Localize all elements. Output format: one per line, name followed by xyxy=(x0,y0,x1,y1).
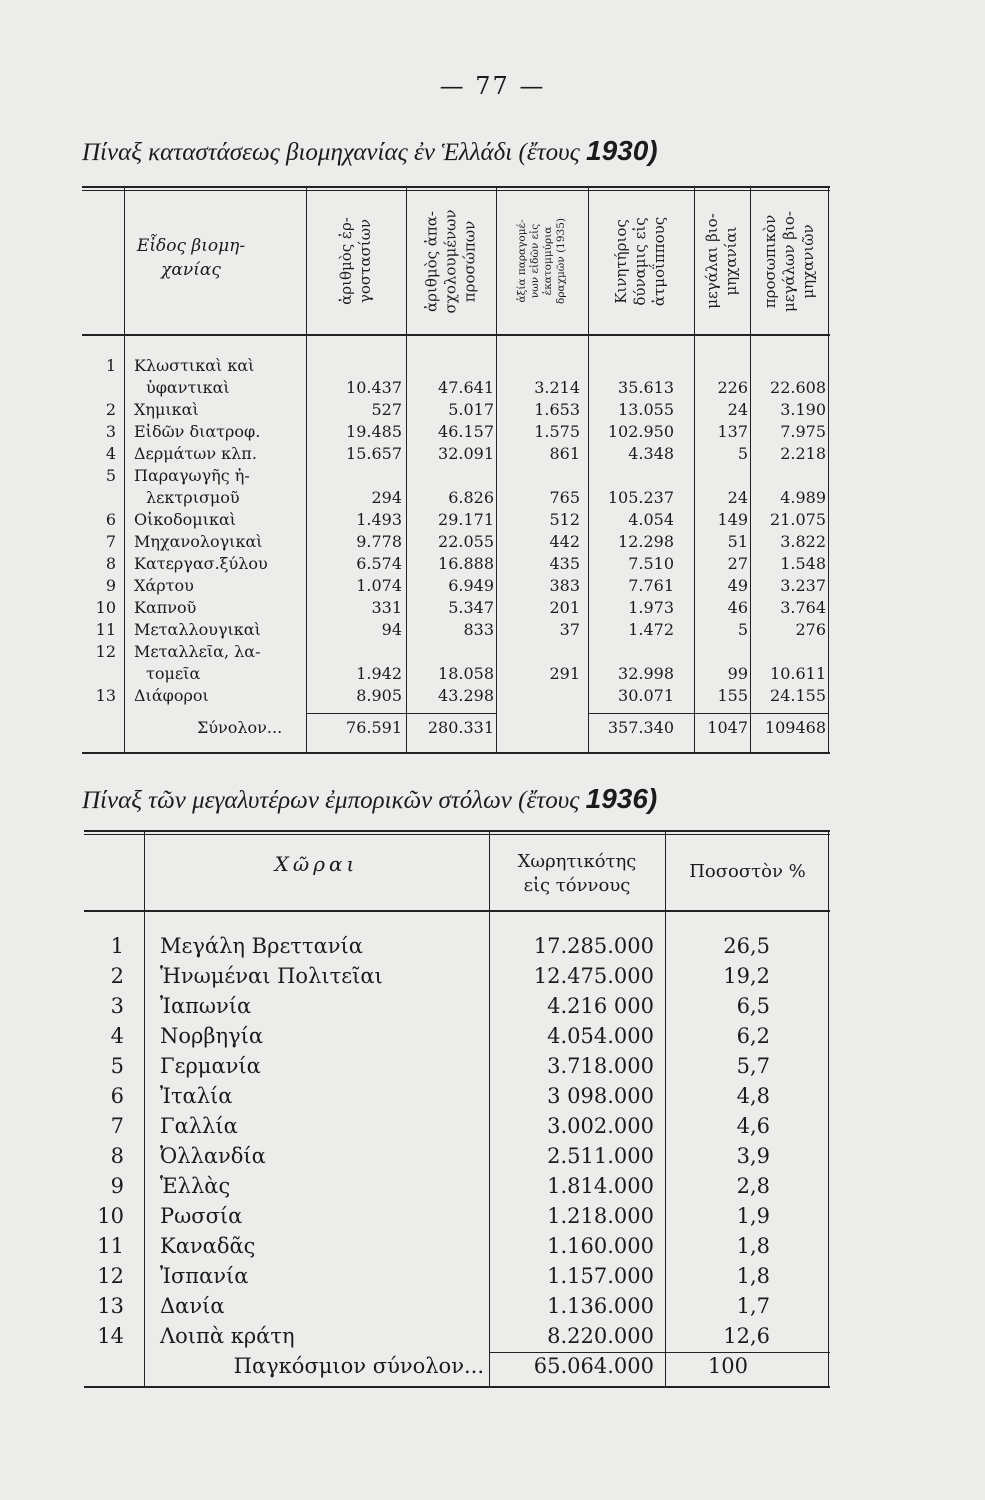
header-value-line4: δραχμῶν (1935) xyxy=(555,218,567,304)
row-country: Ἰαπωνία xyxy=(160,994,252,1018)
row-number: 12 xyxy=(97,1264,124,1288)
header-kind-line1: Εἶδος βιομη- xyxy=(136,236,246,256)
cell-big-personnel: 2.218 xyxy=(780,444,826,463)
row-number: 8 xyxy=(105,554,116,573)
header-capacity-line1: Χωρητικότης xyxy=(517,851,637,872)
table-row xyxy=(84,1174,830,1204)
row-number: 4 xyxy=(105,444,116,463)
cell-percent: 6,2 xyxy=(736,1024,770,1048)
header-industry-kind xyxy=(126,234,256,282)
table-row xyxy=(82,466,830,488)
row-number: 6 xyxy=(105,510,116,529)
cell-big-industries: 24 xyxy=(727,400,748,419)
row-country: Ἰταλία xyxy=(160,1084,233,1108)
row-number: 9 xyxy=(105,576,116,595)
cell-percent: 12,6 xyxy=(723,1324,770,1348)
cell-establishments: 1.493 xyxy=(356,510,402,529)
row-number: 13 xyxy=(95,686,116,705)
cell-capacity: 4.054.000 xyxy=(547,1024,654,1048)
row-number: 11 xyxy=(97,1234,124,1258)
row-country: Ἑλλὰς xyxy=(160,1174,231,1198)
table-row-cont xyxy=(82,378,830,400)
header-persons-line1: ἀριθμὸς ἀπα- xyxy=(422,210,441,312)
row-country: Ἡνωμέναι Πολιτεῖαι xyxy=(160,964,383,988)
row-industry: Παραγωγῆς ἠ- xyxy=(134,466,250,485)
table-row xyxy=(84,934,830,964)
cell-percent: 3,9 xyxy=(736,1144,770,1168)
header-country: Χῶραι xyxy=(274,852,359,876)
cell-big-personnel: 3.190 xyxy=(780,400,826,419)
table-row xyxy=(84,1024,830,1054)
row-industry: Οἰκοδομικαὶ xyxy=(134,510,237,529)
cell-establishments: 15.657 xyxy=(346,444,402,463)
row-country: Γερμανία xyxy=(160,1054,261,1078)
row-industry: Καπνοῦ xyxy=(134,598,197,617)
cell-capacity: 2.511.000 xyxy=(547,1144,654,1168)
total-row xyxy=(84,1354,830,1384)
table-row xyxy=(84,1114,830,1144)
cell-persons: 46.157 xyxy=(438,422,494,441)
cell-percent: 6,5 xyxy=(736,994,770,1018)
cell-establishments: 6.574 xyxy=(356,554,402,573)
table-row xyxy=(82,576,830,598)
cell-big-industries: 226 xyxy=(717,378,748,397)
cell-percent: 1,8 xyxy=(736,1264,770,1288)
row-number: 7 xyxy=(110,1114,124,1138)
cell-big-personnel: 10.611 xyxy=(770,664,826,683)
row-number: 10 xyxy=(95,598,116,617)
header-establishments xyxy=(306,194,406,328)
cell-horsepower: 32.998 xyxy=(618,664,674,683)
table-row xyxy=(82,400,830,422)
header-persons-line2: σχολουμένων xyxy=(441,208,460,314)
cell-horsepower: 13.055 xyxy=(618,400,674,419)
cell-big-personnel: 3.237 xyxy=(780,576,826,595)
industry-table xyxy=(82,186,830,756)
total-label: Σύνολον... xyxy=(197,718,283,737)
row-number: 13 xyxy=(97,1294,124,1318)
row-number: 7 xyxy=(105,532,116,551)
row-number: 8 xyxy=(110,1144,124,1168)
header-hp-line3: ἀτμοΐππους xyxy=(650,216,669,306)
cell-percent: 1,9 xyxy=(736,1204,770,1228)
table-row xyxy=(84,994,830,1024)
row-industry: Χημικαὶ xyxy=(134,400,199,419)
row-number: 1 xyxy=(110,934,124,958)
cell-value: 861 xyxy=(549,444,580,463)
table-row xyxy=(84,1204,830,1234)
cell-capacity: 4.216 000 xyxy=(547,994,654,1018)
row-industry: Κατεργασ.ξύλου xyxy=(134,554,268,573)
row-number: 12 xyxy=(95,642,116,661)
total-rule xyxy=(489,1352,830,1353)
row-number: 4 xyxy=(110,1024,124,1048)
cell-percent: 2,8 xyxy=(736,1174,770,1198)
header-big-personnel xyxy=(750,194,828,328)
cell-establishments: 1.074 xyxy=(356,576,402,595)
table-row xyxy=(84,1294,830,1324)
table2-top-rule xyxy=(84,830,830,832)
cell-capacity: 3.002.000 xyxy=(547,1114,654,1138)
header-bigp-line2: μεγάλων βιο- xyxy=(779,210,798,312)
table2-title-text: Πίναξ τῶν μεγαλυτέρων ἐμπορικῶν στόλων (ἔτους xyxy=(82,787,580,814)
table-row xyxy=(82,686,830,708)
cell-big-industries: 51 xyxy=(727,532,748,551)
cell-horsepower: 105.237 xyxy=(607,488,674,507)
header-persons xyxy=(406,194,496,328)
cell-percent: 4,8 xyxy=(736,1084,770,1108)
cell-establishments: 331 xyxy=(371,598,402,617)
cell-capacity: 1.157.000 xyxy=(547,1264,654,1288)
cell-value: 765 xyxy=(549,488,580,507)
cell-value: 201 xyxy=(549,598,580,617)
cell-value: 512 xyxy=(549,510,580,529)
cell-value: 3.214 xyxy=(534,378,580,397)
row-industry: Εἰδῶν διατροφ. xyxy=(134,422,261,441)
row-number: 2 xyxy=(110,964,124,988)
cell-big-industries: 155 xyxy=(717,686,748,705)
cell-big-industries: 46 xyxy=(727,598,748,617)
header-value-line3: ἑκατομμύρια xyxy=(542,226,554,296)
row-number: 11 xyxy=(95,620,116,639)
total-row xyxy=(82,718,830,740)
table2-header-rule xyxy=(84,910,830,912)
row-industry-cont: λεκτρισμοῦ xyxy=(146,488,240,507)
cell-horsepower: 7.510 xyxy=(628,554,674,573)
total-big-industries: 1047 xyxy=(707,718,748,737)
total-label: Παγκόσμιον σύνολον... xyxy=(233,1354,484,1378)
cell-horsepower: 1.973 xyxy=(628,598,674,617)
table1-top-rule xyxy=(82,186,830,188)
row-country: Ρωσσία xyxy=(160,1204,243,1228)
cell-persons: 833 xyxy=(463,620,494,639)
cell-percent: 19,2 xyxy=(723,964,770,988)
cell-persons: 6.826 xyxy=(448,488,494,507)
cell-capacity: 3 098.000 xyxy=(547,1084,654,1108)
table1-title xyxy=(82,135,658,167)
row-industry: Μεταλλεῖα, λα- xyxy=(134,642,261,661)
cell-persons: 6.949 xyxy=(448,576,494,595)
header-hp-line2: δύναμις εἰς xyxy=(631,216,650,306)
row-industry: Χάρτου xyxy=(134,576,194,595)
header-value-line1: ἀξία παραγομέ- xyxy=(516,219,528,303)
total-rule xyxy=(306,713,496,714)
cell-persons: 43.298 xyxy=(438,686,494,705)
cell-big-industries: 5 xyxy=(737,620,748,639)
row-country: Καναδᾶς xyxy=(160,1234,256,1258)
cell-horsepower: 30.071 xyxy=(618,686,674,705)
header-hp-line1: Κινητήριος xyxy=(612,218,631,304)
cell-establishments: 19.485 xyxy=(346,422,402,441)
cell-persons: 5.017 xyxy=(448,400,494,419)
header-bigp-line1: προσωπικὸν xyxy=(760,214,779,308)
cell-capacity: 1.814.000 xyxy=(547,1174,654,1198)
cell-big-personnel: 3.764 xyxy=(780,598,826,617)
table2-top-rule-thin xyxy=(84,834,830,835)
cell-persons: 47.641 xyxy=(438,378,494,397)
cell-establishments: 9.778 xyxy=(356,532,402,551)
table-row xyxy=(84,1324,830,1354)
cell-horsepower: 35.613 xyxy=(618,378,674,397)
cell-persons: 16.888 xyxy=(438,554,494,573)
cell-percent: 26,5 xyxy=(723,934,770,958)
cell-capacity: 8.220.000 xyxy=(547,1324,654,1348)
cell-percent: 1,8 xyxy=(736,1234,770,1258)
row-number: 10 xyxy=(97,1204,124,1228)
table1-top-rule-thin xyxy=(82,190,830,191)
cell-value: 1.575 xyxy=(534,422,580,441)
cell-persons: 18.058 xyxy=(438,664,494,683)
cell-horsepower: 7.761 xyxy=(628,576,674,595)
table-row xyxy=(84,964,830,994)
row-industry: Κλωστικαὶ καὶ xyxy=(134,356,255,375)
header-big-line2: μηχανίαι xyxy=(722,226,740,296)
header-kind-line2: χανίας xyxy=(161,260,221,280)
table-row xyxy=(82,356,830,378)
cell-big-industries: 27 xyxy=(727,554,748,573)
row-country: Ἰσπανία xyxy=(160,1264,249,1288)
table-row xyxy=(82,444,830,466)
cell-capacity: 1.136.000 xyxy=(547,1294,654,1318)
table-row xyxy=(82,598,830,620)
header-big-industries xyxy=(694,194,750,328)
cell-establishments: 8.905 xyxy=(356,686,402,705)
table-row xyxy=(82,510,830,532)
cell-persons: 32.091 xyxy=(438,444,494,463)
cell-percent: 4,6 xyxy=(736,1114,770,1138)
cell-big-personnel: 22.608 xyxy=(770,378,826,397)
row-number: 6 xyxy=(110,1084,124,1108)
row-number: 3 xyxy=(105,422,116,441)
row-number: 2 xyxy=(105,400,116,419)
cell-big-industries: 149 xyxy=(717,510,748,529)
row-number: 5 xyxy=(110,1054,124,1078)
row-industry-cont: ὑφαντικαὶ xyxy=(146,378,230,397)
cell-value: 383 xyxy=(549,576,580,595)
cell-percent: 1,7 xyxy=(736,1294,770,1318)
header-establishments-line2: γοστασίων xyxy=(356,218,374,304)
cell-value: 1.653 xyxy=(534,400,580,419)
header-persons-line3: προσώπων xyxy=(460,220,479,302)
header-horsepower xyxy=(588,194,694,328)
header-value-line2: νων εἰδῶν εἰς xyxy=(529,223,541,299)
cell-establishments: 1.942 xyxy=(356,664,402,683)
row-country: Δανία xyxy=(160,1294,225,1318)
cell-capacity: 1.160.000 xyxy=(547,1234,654,1258)
header-establishments-line1: ἀριθμὸς ἐρ- xyxy=(337,217,355,305)
row-industry: Μεταλλουγικαὶ xyxy=(134,620,261,639)
row-industry: Διάφοροι xyxy=(134,686,209,705)
table-row xyxy=(84,1144,830,1174)
header-capacity xyxy=(489,850,665,898)
cell-persons: 5.347 xyxy=(448,598,494,617)
cell-big-industries: 137 xyxy=(717,422,748,441)
cell-big-personnel: 21.075 xyxy=(770,510,826,529)
table1-bottom-rule xyxy=(82,752,830,754)
header-capacity-line2: εἰς τόννους xyxy=(523,875,631,896)
cell-big-industries: 99 xyxy=(727,664,748,683)
cell-big-personnel: 276 xyxy=(795,620,826,639)
table-row xyxy=(84,1234,830,1264)
cell-big-personnel: 3.822 xyxy=(780,532,826,551)
cell-big-personnel: 4.989 xyxy=(780,488,826,507)
header-percent: Ποσοστὸν % xyxy=(689,861,806,882)
table-row xyxy=(84,1084,830,1114)
page-number: — 77 — xyxy=(439,72,546,100)
total-persons: 280.331 xyxy=(427,718,494,737)
table1-header-rule xyxy=(82,334,830,336)
cell-value: 442 xyxy=(549,532,580,551)
table-row-cont xyxy=(82,664,830,686)
table-row xyxy=(82,532,830,554)
row-number: 3 xyxy=(110,994,124,1018)
row-number: 1 xyxy=(105,356,116,375)
row-industry-cont: τομεῖα xyxy=(146,664,201,683)
cell-capacity: 17.285.000 xyxy=(533,934,654,958)
row-industry: Μηχανολογικαὶ xyxy=(134,532,263,551)
row-country: Μεγάλη Βρεττανία xyxy=(160,934,363,958)
table-row xyxy=(82,620,830,642)
header-big-line1: μεγάλαι βιο- xyxy=(703,213,721,309)
cell-persons: 22.055 xyxy=(438,532,494,551)
row-industry: Δερμάτων κλπ. xyxy=(134,444,257,463)
row-country: Γαλλία xyxy=(160,1114,238,1138)
row-number: 14 xyxy=(97,1324,124,1348)
table-row xyxy=(84,1264,830,1294)
total-big-personnel: 109468 xyxy=(764,718,826,737)
cell-percent: 5,7 xyxy=(736,1054,770,1078)
table-row xyxy=(84,1054,830,1084)
cell-establishments: 294 xyxy=(371,488,402,507)
total-capacity: 65.064.000 xyxy=(533,1354,654,1378)
table2-title-year: 1936) xyxy=(585,783,658,814)
cell-big-personnel: 24.155 xyxy=(770,686,826,705)
cell-horsepower: 4.348 xyxy=(628,444,674,463)
cell-big-industries: 5 xyxy=(737,444,748,463)
cell-horsepower: 12.298 xyxy=(618,532,674,551)
cell-value: 291 xyxy=(549,664,580,683)
header-value xyxy=(496,194,588,328)
cell-capacity: 3.718.000 xyxy=(547,1054,654,1078)
table-row xyxy=(82,554,830,576)
table-row-cont xyxy=(82,488,830,510)
row-country: Λοιπὰ κράτη xyxy=(160,1324,295,1348)
cell-capacity: 1.218.000 xyxy=(547,1204,654,1228)
cell-horsepower: 1.472 xyxy=(628,620,674,639)
cell-value: 435 xyxy=(549,554,580,573)
table1-title-year: 1930) xyxy=(586,135,658,166)
table-row xyxy=(82,642,830,664)
header-bigp-line3: μηχανιῶν xyxy=(798,223,817,299)
cell-capacity: 12.475.000 xyxy=(533,964,654,988)
cell-horsepower: 4.054 xyxy=(628,510,674,529)
cell-establishments: 527 xyxy=(371,400,402,419)
row-country: Νορβηγία xyxy=(160,1024,264,1048)
row-number: 5 xyxy=(105,466,116,485)
table1-title-text: Πίναξ καταστάσεως βιομηχανίας ἐν Ἑλλάδι (ἔτους xyxy=(82,139,580,166)
cell-big-industries: 24 xyxy=(727,488,748,507)
total-rule xyxy=(588,713,828,714)
cell-big-personnel: 1.548 xyxy=(780,554,826,573)
cell-establishments: 94 xyxy=(381,620,402,639)
cell-big-personnel: 7.975 xyxy=(780,422,826,441)
table2-bottom-rule xyxy=(84,1386,830,1388)
merchant-fleet-table xyxy=(84,830,830,1390)
table-row xyxy=(82,422,830,444)
cell-horsepower: 102.950 xyxy=(607,422,674,441)
total-establishments: 76.591 xyxy=(346,718,402,737)
row-country: Ὀλλανδία xyxy=(160,1144,266,1168)
total-percent: 100 xyxy=(707,1354,748,1378)
cell-persons: 29.171 xyxy=(438,510,494,529)
table2-title xyxy=(82,783,657,815)
total-horsepower: 357.340 xyxy=(607,718,674,737)
cell-value: 37 xyxy=(559,620,580,639)
cell-big-industries: 49 xyxy=(727,576,748,595)
row-number: 9 xyxy=(110,1174,124,1198)
cell-establishments: 10.437 xyxy=(346,378,402,397)
